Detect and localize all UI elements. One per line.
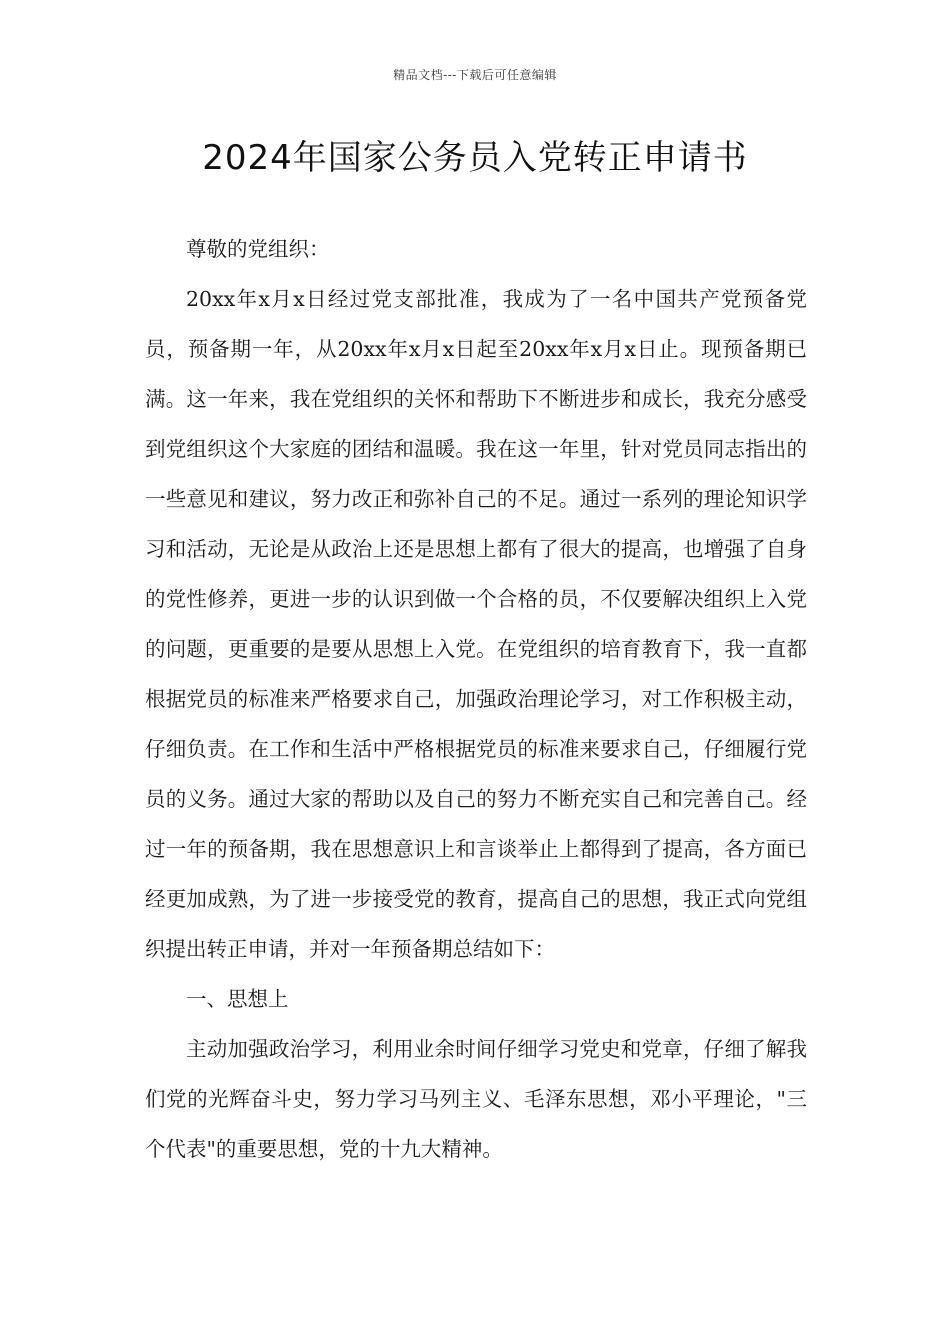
document-body: [145, 224, 807, 1174]
document-title: 2024年国家公务员入党转正申请书: [202, 138, 748, 178]
header-note: 精品文档---下载后可任意编辑: [393, 68, 557, 82]
paragraph: 主动加强政治学习，利用业余时间仔细学习党史和党章，仔细了解我们党的光辉奋斗史，努力学习马列主义、毛泽东思想，邓小平理论，"三个代表"的重要思想，党的十九大精神。: [145, 1037, 807, 1161]
section-heading: 一、思想上: [186, 987, 289, 1011]
paragraph: 20xx年x月x日经过党支部批准，我成为了一名中国共产党预备党员，预备期一年，从20xx年x月x日起至20xx年x月x日止。现预备期已满。这一年来，我在党组织的关怀和帮助下不断进步和成长，我充分感受到党组织这个大家庭的团结和温暖。我在这一年里，针对党员同志指出的一些意见和建议，努力改正和弥补自己的不足。通过一系列的理论知识学习和活动，无论是从政治上还是思想上都有了很大的提高，也增强了自身的党性修养，更进一步的认识到做一个合格的员，不仅要解决组织上入党的问题，更重要的是要从思想上入党。在党组织的培育教育下，我一直都根据党员的标准来严格要求自己，加强政治理论学习，对工作积极主动，仔细负责。在工作和生活中严格根据党员的标准来要求自己，仔细履行党员的义务。通过大家的帮助以及自己的努力不断充实自己和完善自己。经过一年的预备期，我在思想意识上和言谈举止上都得到了提高，各方面已经更加成熟，为了进一步接受党的教育，提高自己的思想，我正式向党组织提出转正申请，并对一年预备期总结如下：: [145, 287, 807, 961]
salutation: 尊敬的党组织：: [186, 237, 330, 261]
